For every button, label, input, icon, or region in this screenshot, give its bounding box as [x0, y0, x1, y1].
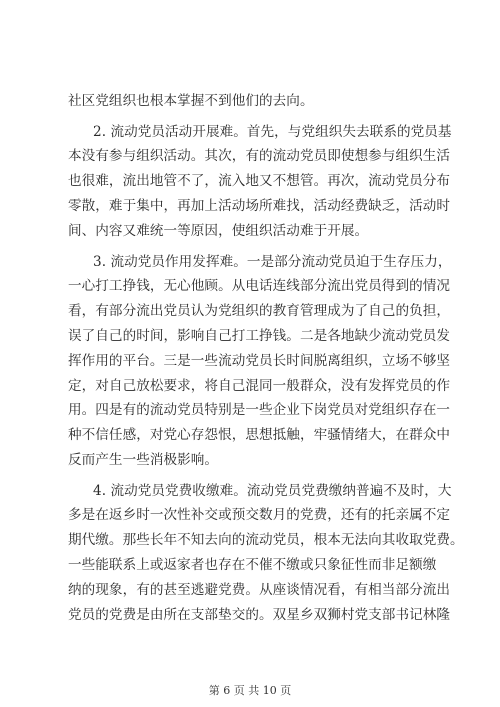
text-line: 定，对自己放松要求，将自己混同一般群众，没有发挥党员的作 [68, 378, 451, 394]
text-line: 党员的党费是由所在支部垫交的。双星乡双狮村党支部书记林隆 [68, 607, 451, 623]
text-line: 纳的现象，有的甚至逃避党费。从座谈情况看，有相当部分流出 [68, 582, 451, 598]
page-number-footer: 第 6 页 共 10 页 [208, 684, 292, 697]
text-line: 反而产生一些消极影响。 [68, 452, 219, 468]
text-line: 一些能联系上或返家者也存在不催不缴或只象征性而非足额缴 [68, 557, 437, 573]
text-line: 看，有部分流出党员认为党组织的教育管理成为了自己的负担， [68, 303, 451, 319]
text-line: 误了自己的时间，影响自己打工挣钱。二是各地缺少流动党员发 [68, 328, 451, 344]
text-line: 也很难，流出地管不了，流入地又不想管。再次，流动党员分布 [68, 173, 451, 189]
text-line: 3. 流动党员作用发挥难。一是部分流动党员迫于生存压力， [93, 254, 452, 270]
text-line: 期代缴。那些长年不知去向的流动党员，根本无法向其收取党费。 [68, 532, 464, 548]
text-line: 4. 流动党员党费收缴难。流动党员党费缴纳普遍不及时，大 [93, 483, 452, 499]
text-line: 一心打工挣钱，无心他顾。从电话连线部分流出党员得到的情况 [68, 278, 451, 294]
text-line: 社区党组织也根本掌握不到他们的去向。 [68, 93, 314, 109]
text-line: 间、内容又难统一等原因，使组织活动难于开展。 [68, 223, 369, 239]
text-line: 多是在返乡时一次性补交或预交数月的党费，还有的托亲属不定 [68, 507, 451, 523]
text-line: 本没有参与组织活动。其次，有的流动党员即使想参与组织生活 [68, 148, 451, 164]
text-line: 零散，难于集中，再加上活动场所难找，活动经费缺乏，活动时 [68, 198, 451, 214]
text-line: 2. 流动党员活动开展难。首先，与党组织失去联系的党员基 [93, 124, 452, 140]
text-line: 挥作用的平台。三是一些流动党员长时间脱离组织，立场不够坚 [68, 353, 451, 369]
text-line: 种不信任感，对党心存怨恨，思想抵触，牢骚情绪大，在群众中 [68, 427, 451, 443]
text-line: 用。四是有的流动党员特别是一些企业下岗党员对党组织存在一 [68, 402, 451, 418]
